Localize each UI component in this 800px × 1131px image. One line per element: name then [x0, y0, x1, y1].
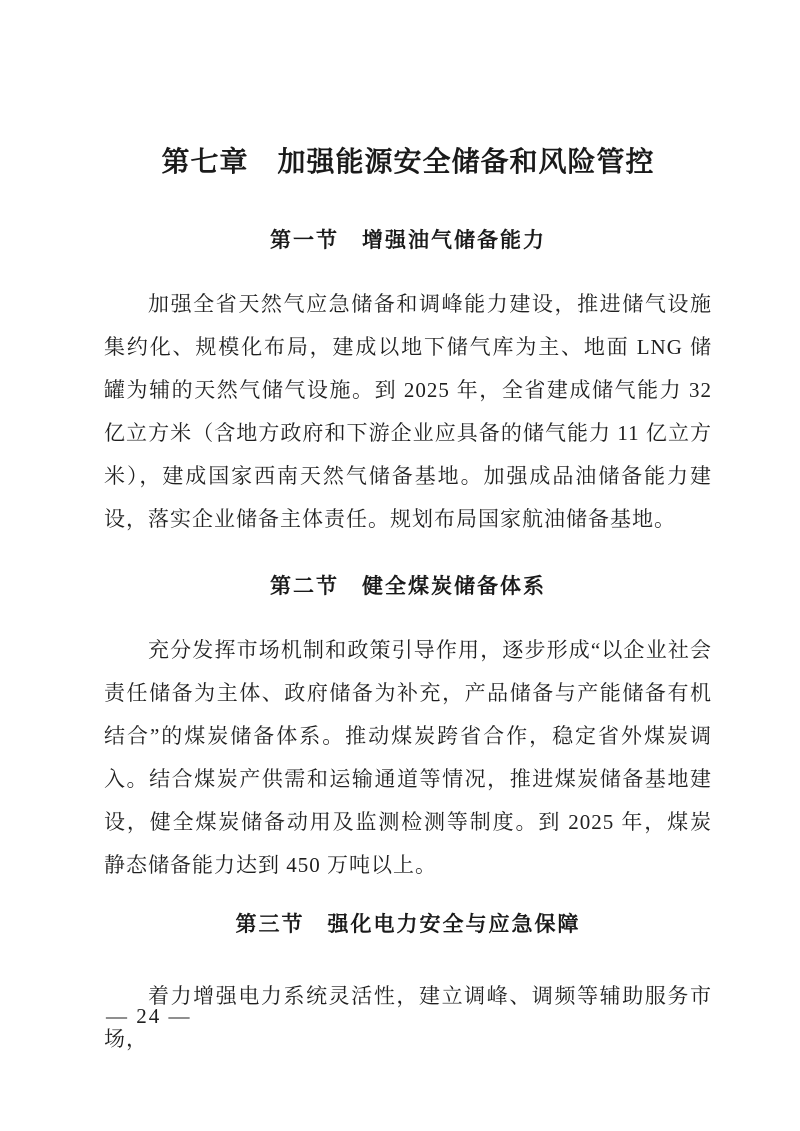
section-heading-2: 第二节 健全煤炭储备体系 — [270, 574, 546, 598]
section-2-paragraph: 充分发挥市场机制和政策引导作用，逐步形成“以企业社会责任储备为主体、政府储备为补充，产品储备与产能储备有机结合”的煤炭储备体系。推动煤炭跨省合作，稳定省外煤炭调入。结合煤炭产供需和运输通道等情况，推进煤炭储备基地建设，健全煤炭储备动用及监测检测等制度。到 2025 年，煤炭静态储备能力达到 450 万吨以上。 — [104, 638, 712, 877]
section-heading-3: 第三节 强化电力安全与应急保障 — [235, 912, 581, 936]
section-1-paragraph: 加强全省天然气应急储备和调峰能力建设，推进储气设施集约化、规模化布局，建成以地下储气库为主、地面 LNG 储罐为辅的天然气储气设施。到 2025 年，全省建成储气能力 32 亿立方米（含地方政府和下游企业应具备的储气能力 11 亿立方米），建成国家西南天然气储备基地。加强成品油储备能力建设，落实企业储备主体责任。规划布局国家航油储备基地。 — [104, 292, 712, 531]
chapter-title: 第七章 加强能源安全储备和风险管控 — [161, 146, 655, 177]
section-3-paragraph: 着力增强电力系统灵活性，建立调峰、调频等辅助服务市场， — [104, 984, 712, 1051]
section-heading-1: 第一节 增强油气储备能力 — [270, 228, 546, 252]
page-number: — 24 — — [106, 1004, 192, 1028]
